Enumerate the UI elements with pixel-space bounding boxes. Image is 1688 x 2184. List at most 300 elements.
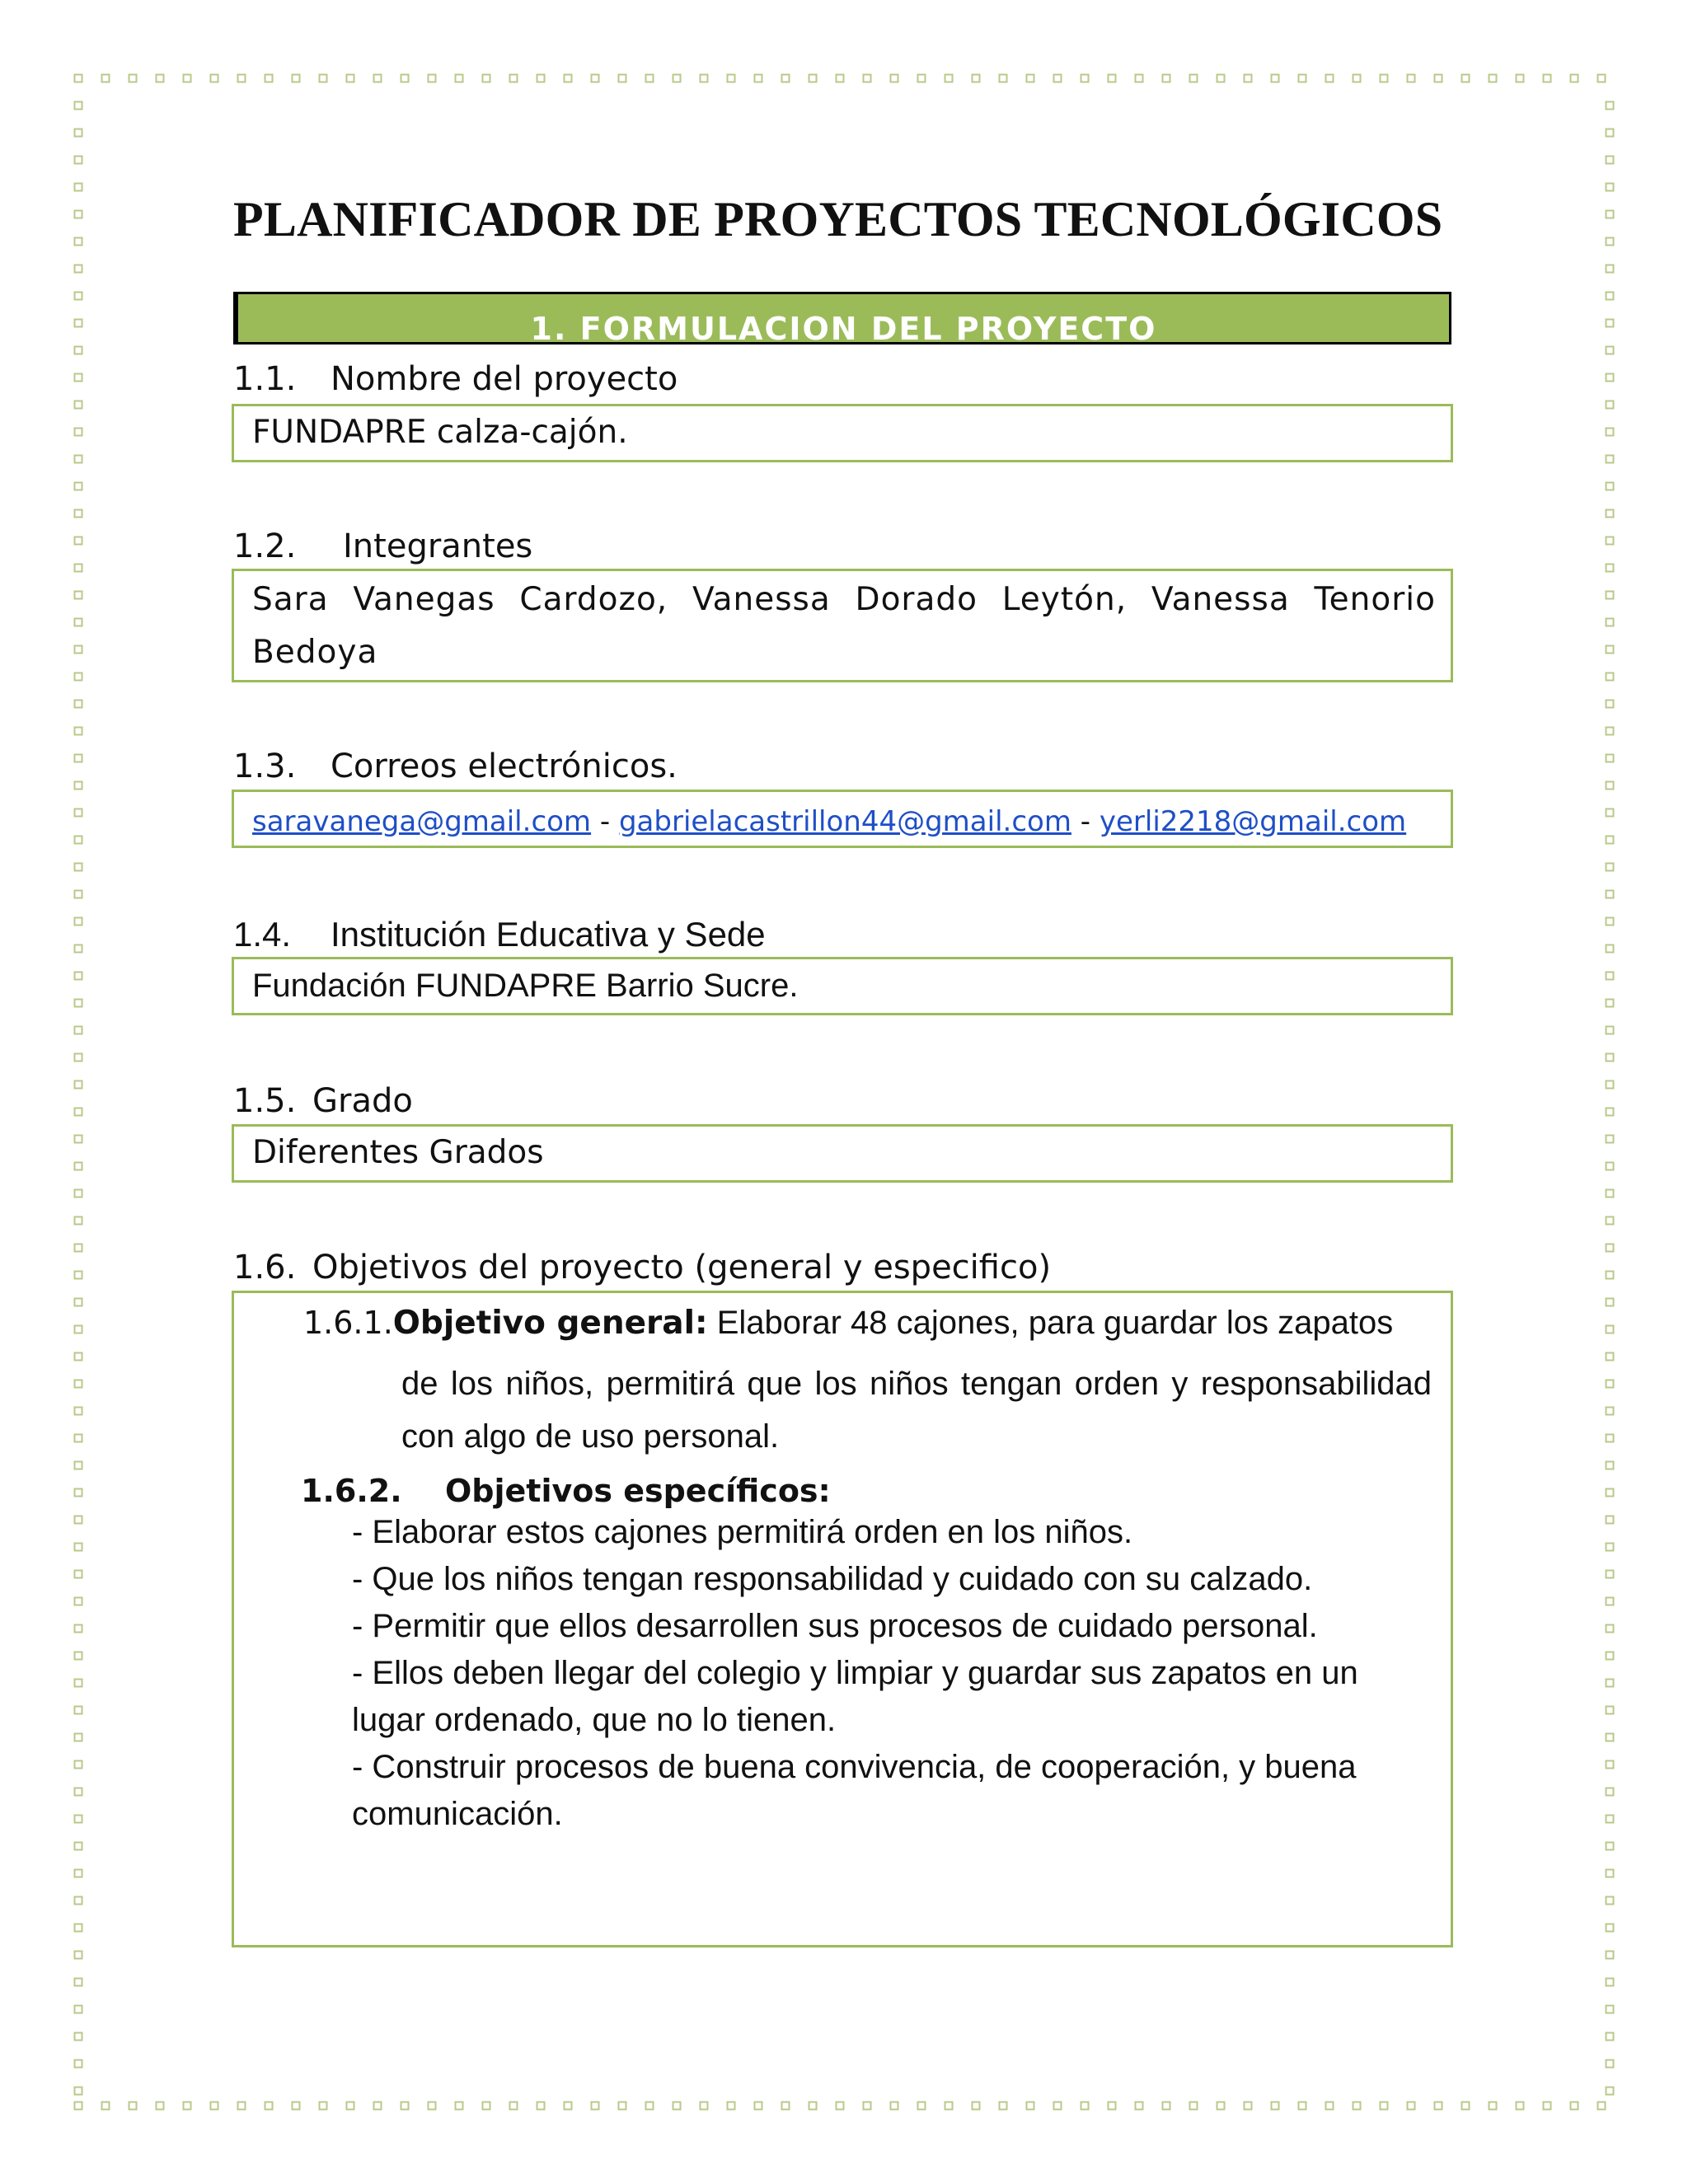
border-dot xyxy=(1606,2006,1614,2013)
border-dot xyxy=(1272,2102,1279,2110)
border-dot xyxy=(1606,1299,1614,1306)
members-value: Sara Vanegas Cardozo, Vanessa Dorado Leytón, Vanessa Tenorio Bedoya xyxy=(252,581,1436,671)
border-dot xyxy=(75,1380,82,1388)
border-dot xyxy=(1606,1326,1614,1333)
border-dot xyxy=(75,945,82,953)
border-dot xyxy=(75,1081,82,1089)
border-dot xyxy=(75,972,82,980)
border-dot xyxy=(619,2102,626,2110)
list-item: - Ellos deben llegar del colegio y limpiar y guardar sus zapatos en un lugar ordenado, que no lo tienen. xyxy=(352,1655,1358,1738)
border-dot xyxy=(1606,211,1614,218)
specific-objectives-heading-line xyxy=(301,1473,831,1509)
border-dot xyxy=(1606,510,1614,518)
border-dot xyxy=(1606,2033,1614,2041)
border-dot xyxy=(1606,1516,1614,1524)
border-dot xyxy=(184,2102,191,2110)
border-dot xyxy=(1606,347,1614,354)
border-dot xyxy=(1299,2102,1306,2110)
border-dot xyxy=(809,75,817,82)
border-dot xyxy=(1606,1244,1614,1252)
border-dot xyxy=(75,2033,82,2041)
border-dot xyxy=(891,2102,898,2110)
email-link-3[interactable]: yerli2218@gmail.com xyxy=(1099,805,1407,838)
border-dot xyxy=(1606,456,1614,463)
field-label-project-name: 1.1. Nombre del proyecto xyxy=(233,360,678,398)
border-dot xyxy=(1606,837,1614,844)
field-label-grade: 1.5. Grado xyxy=(233,1082,413,1120)
border-dot xyxy=(1544,2102,1551,2110)
border-dot xyxy=(75,1489,82,1497)
border-dot xyxy=(728,2102,735,2110)
general-objective-heading: Objetivo general: xyxy=(392,1305,708,1342)
email-link-1[interactable]: saravanega@gmail.com xyxy=(252,805,592,838)
border-dot xyxy=(565,2102,572,2110)
border-dot xyxy=(837,2102,844,2110)
border-dot xyxy=(1606,429,1614,436)
border-dot xyxy=(75,1244,82,1252)
border-dot xyxy=(864,75,871,82)
border-dot xyxy=(75,1108,82,1116)
border-dot xyxy=(129,75,137,82)
border-dot xyxy=(1571,75,1578,82)
border-dot xyxy=(347,2102,354,2110)
section-banner-label: 1. FORMULACION DEL PROYECTO xyxy=(530,311,1157,347)
border-dot xyxy=(75,184,82,191)
border-dot xyxy=(782,75,790,82)
border-dot xyxy=(75,1544,82,1551)
border-dot xyxy=(347,75,354,82)
border-dot xyxy=(456,2102,463,2110)
border-dot xyxy=(1606,2060,1614,2068)
border-dot xyxy=(1606,293,1614,300)
border-dot xyxy=(1606,1598,1614,1605)
border-dot xyxy=(1245,2102,1252,2110)
border-dot xyxy=(1606,809,1614,817)
border-dot xyxy=(537,2102,545,2110)
border-dot xyxy=(75,1000,82,1007)
border-dot xyxy=(75,1462,82,1469)
list-item: - Elaborar estos cajones permitirá orden en los niños. xyxy=(352,1514,1133,1550)
border-dot xyxy=(75,265,82,273)
border-dot xyxy=(1190,2102,1198,2110)
border-dot xyxy=(673,75,681,82)
general-objective-number: 1.6.1. xyxy=(303,1305,393,1341)
border-dot xyxy=(1517,75,1524,82)
border-dot xyxy=(728,75,735,82)
border-dot xyxy=(75,537,82,545)
border-dot xyxy=(1606,1816,1614,1823)
border-dot xyxy=(1606,782,1614,790)
list-item: - Construir procesos de buena convivencia, de cooperación, y buena comunicación. xyxy=(352,1749,1357,1832)
border-dot xyxy=(1027,75,1034,82)
border-dot xyxy=(211,2102,218,2110)
border-dot xyxy=(75,1707,82,1714)
border-dot xyxy=(1606,1788,1614,1796)
border-dot xyxy=(945,2102,953,2110)
border-dot xyxy=(401,75,409,82)
border-dot xyxy=(1435,75,1442,82)
general-objective-text-start: Elaborar 48 cajones, para guardar los zapatos xyxy=(716,1305,1394,1341)
border-dot xyxy=(1606,755,1614,762)
border-dot xyxy=(374,2102,382,2110)
email-separator: - xyxy=(599,805,611,838)
border-dot xyxy=(75,483,82,490)
border-dot xyxy=(75,2060,82,2068)
general-objective-text: de los niños, permitirá que los niños tengan orden y responsabilidad con algo de uso personal. xyxy=(401,1366,1432,1455)
border-dot xyxy=(1606,129,1614,137)
border-dot xyxy=(75,837,82,844)
border-dot xyxy=(75,293,82,300)
border-dot xyxy=(1606,1081,1614,1089)
specific-objectives-heading: Objetivos específicos: xyxy=(445,1473,831,1509)
border-dot xyxy=(75,1516,82,1524)
email-separator: - xyxy=(1080,805,1091,838)
border-dot xyxy=(673,2102,681,2110)
project-name-value: FUNDAPRE calza-cajón. xyxy=(252,414,628,451)
border-dot xyxy=(1606,1462,1614,1469)
border-dot xyxy=(75,701,82,708)
specific-objectives-list xyxy=(352,1509,1423,1838)
border-dot xyxy=(1163,75,1170,82)
border-dot xyxy=(75,1761,82,1769)
border-dot xyxy=(701,75,708,82)
border-dot xyxy=(1245,75,1252,82)
border-dot xyxy=(1606,1190,1614,1197)
border-dot xyxy=(1408,2102,1415,2110)
institution-value: Fundación FUNDAPRE Barrio Sucre. xyxy=(252,968,799,1004)
border-dot xyxy=(1606,864,1614,871)
institution-box xyxy=(232,957,1453,1015)
border-dot xyxy=(238,2102,246,2110)
border-dot xyxy=(1606,1952,1614,1959)
document-title: PLANIFICADOR DE PROYECTOS TECNOLÓGICOS xyxy=(233,192,1443,246)
border-dot xyxy=(1606,1272,1614,1279)
border-dot xyxy=(293,2102,300,2110)
border-dot xyxy=(184,75,191,82)
border-dot xyxy=(1326,75,1334,82)
border-dot xyxy=(1606,701,1614,708)
border-dot xyxy=(1606,1734,1614,1741)
border-dot xyxy=(129,2102,137,2110)
border-dot xyxy=(1381,75,1388,82)
border-dot xyxy=(238,75,246,82)
border-dot xyxy=(75,75,82,82)
border-dot xyxy=(1136,2102,1143,2110)
border-dot xyxy=(75,1435,82,1442)
border-dot xyxy=(1000,75,1007,82)
border-dot xyxy=(75,1952,82,1959)
border-dot xyxy=(75,1897,82,1905)
border-dot xyxy=(1136,75,1143,82)
border-dot xyxy=(75,1652,82,1660)
border-dot xyxy=(75,1734,82,1741)
border-dot xyxy=(75,1326,82,1333)
border-dot xyxy=(1606,1136,1614,1143)
general-objective-first-line xyxy=(303,1305,1393,1342)
border-dot xyxy=(1081,75,1089,82)
border-dot xyxy=(1606,2088,1614,2095)
border-dot xyxy=(1606,401,1614,409)
border-dot xyxy=(75,728,82,735)
border-dot xyxy=(1606,1408,1614,1415)
border-dot xyxy=(945,75,953,82)
border-dot xyxy=(1606,1027,1614,1034)
border-dot xyxy=(1598,2102,1606,2110)
field-label-members: 1.2. Integrantes xyxy=(233,527,533,565)
border-dot xyxy=(537,75,545,82)
border-dot xyxy=(809,2102,817,2110)
list-item: - Permitir que ellos desarrollen sus procesos de cuidado personal. xyxy=(352,1608,1318,1644)
border-dot xyxy=(75,809,82,817)
border-dot xyxy=(265,2102,273,2110)
border-dot xyxy=(1109,75,1116,82)
border-dot xyxy=(1326,2102,1334,2110)
border-dot xyxy=(1606,1353,1614,1361)
border-dot xyxy=(973,2102,980,2110)
border-dot xyxy=(483,75,490,82)
field-label-objectives: 1.6. Objetivos del proyecto (general y especifico) xyxy=(233,1249,1052,1286)
border-dot xyxy=(1054,75,1062,82)
border-dot xyxy=(646,2102,654,2110)
border-dot xyxy=(782,2102,790,2110)
border-dot xyxy=(1606,1163,1614,1170)
border-dot xyxy=(75,211,82,218)
border-dot xyxy=(1606,1544,1614,1551)
border-dot xyxy=(75,918,82,926)
border-dot xyxy=(75,1870,82,1877)
emails-box xyxy=(232,790,1453,848)
border-dot xyxy=(320,2102,327,2110)
border-dot xyxy=(211,75,218,82)
border-dot xyxy=(75,2006,82,2013)
border-dot xyxy=(75,238,82,246)
border-dot xyxy=(1272,75,1279,82)
border-dot xyxy=(1462,75,1470,82)
border-dot xyxy=(374,75,382,82)
border-dot xyxy=(1606,1217,1614,1225)
border-dot xyxy=(1109,2102,1116,2110)
border-dot xyxy=(891,75,898,82)
border-dot xyxy=(1606,1380,1614,1388)
border-dot xyxy=(864,2102,871,2110)
border-dot xyxy=(755,75,762,82)
grade-box xyxy=(232,1124,1453,1183)
border-dot xyxy=(75,1163,82,1170)
border-dot xyxy=(320,75,327,82)
border-dot xyxy=(1606,1897,1614,1905)
border-dot xyxy=(1435,2102,1442,2110)
border-dot xyxy=(75,864,82,871)
border-dot xyxy=(1353,2102,1361,2110)
border-dot xyxy=(75,1788,82,1796)
border-dot xyxy=(1571,2102,1578,2110)
border-dot xyxy=(75,347,82,354)
border-dot xyxy=(75,1353,82,1361)
border-dot xyxy=(75,1217,82,1225)
border-dot xyxy=(75,1299,82,1306)
border-dot xyxy=(75,592,82,599)
border-dot xyxy=(1408,75,1415,82)
border-dot xyxy=(75,1843,82,1850)
border-dot xyxy=(1000,2102,1007,2110)
border-dot xyxy=(75,1272,82,1279)
project-name-box xyxy=(232,404,1453,462)
border-dot xyxy=(102,75,110,82)
border-dot xyxy=(1606,673,1614,681)
border-dot xyxy=(646,75,654,82)
border-dot xyxy=(1544,75,1551,82)
border-dot xyxy=(1606,265,1614,273)
border-dot xyxy=(1054,2102,1062,2110)
border-dot xyxy=(75,1054,82,1062)
border-dot xyxy=(1606,592,1614,599)
border-dot xyxy=(1606,1680,1614,1687)
border-dot xyxy=(1606,891,1614,898)
border-dot xyxy=(918,2102,926,2110)
border-dot xyxy=(1606,1571,1614,1578)
border-dot xyxy=(75,1816,82,1823)
border-dot xyxy=(429,75,436,82)
border-dot xyxy=(75,1680,82,1687)
border-dot xyxy=(1606,646,1614,654)
border-dot xyxy=(619,75,626,82)
border-dot xyxy=(75,2102,82,2110)
border-dot xyxy=(75,157,82,164)
border-dot xyxy=(75,1408,82,1415)
emails-line xyxy=(252,792,1436,846)
border-dot xyxy=(701,2102,708,2110)
border-dot xyxy=(1606,157,1614,164)
field-label-institution: 1.4. Institución Educativa y Sede xyxy=(233,915,766,954)
border-dot xyxy=(1606,102,1614,110)
border-dot xyxy=(456,75,463,82)
border-dot xyxy=(837,75,844,82)
border-dot xyxy=(1606,1870,1614,1877)
border-dot xyxy=(510,75,518,82)
border-dot xyxy=(1598,75,1606,82)
border-dot xyxy=(75,429,82,436)
border-dot xyxy=(401,2102,409,2110)
border-dot xyxy=(1606,238,1614,246)
border-dot xyxy=(1606,374,1614,382)
border-dot xyxy=(973,75,980,82)
list-item: - Que los niños tengan responsabilidad y cuidado con su calzado. xyxy=(352,1561,1313,1597)
field-label-emails: 1.3. Correos electrónicos. xyxy=(233,748,678,785)
border-dot xyxy=(1606,1054,1614,1062)
border-dot xyxy=(102,2102,110,2110)
email-link-2[interactable]: gabrielacastrillon44@gmail.com xyxy=(618,805,1071,838)
border-dot xyxy=(1462,2102,1470,2110)
border-dot xyxy=(1381,2102,1388,2110)
border-dot xyxy=(75,673,82,681)
border-dot xyxy=(1606,1435,1614,1442)
border-dot xyxy=(1217,75,1225,82)
border-dot xyxy=(1606,1000,1614,1007)
border-dot xyxy=(75,782,82,790)
border-dot xyxy=(1606,1924,1614,1932)
border-dot xyxy=(157,75,164,82)
border-dot xyxy=(75,755,82,762)
border-dot xyxy=(1606,483,1614,490)
border-dot xyxy=(1606,972,1614,980)
border-dot xyxy=(1489,75,1497,82)
border-dot xyxy=(75,1571,82,1578)
border-dot xyxy=(1606,918,1614,926)
border-dot xyxy=(592,2102,599,2110)
border-dot xyxy=(1606,1843,1614,1850)
objectives-box xyxy=(232,1291,1453,1947)
border-dot xyxy=(1606,1625,1614,1633)
border-dot xyxy=(75,646,82,654)
border-dot xyxy=(1190,75,1198,82)
members-box xyxy=(232,569,1453,682)
border-dot xyxy=(75,510,82,518)
border-dot xyxy=(75,619,82,626)
specific-objectives-number: 1.6.2. xyxy=(301,1473,402,1509)
border-dot xyxy=(75,891,82,898)
border-dot xyxy=(1606,1979,1614,1986)
border-dot xyxy=(75,1924,82,1932)
section-banner xyxy=(233,292,1451,347)
border-dot xyxy=(1353,75,1361,82)
border-dot xyxy=(1606,1108,1614,1116)
border-dot xyxy=(75,1979,82,1986)
border-dot xyxy=(75,401,82,409)
border-dot xyxy=(75,456,82,463)
border-dot xyxy=(1081,2102,1089,2110)
border-dot xyxy=(1606,1489,1614,1497)
border-dot xyxy=(75,1190,82,1197)
border-dot xyxy=(755,2102,762,2110)
border-dot xyxy=(1606,1707,1614,1714)
border-dot xyxy=(1027,2102,1034,2110)
border-dot xyxy=(483,2102,490,2110)
border-dot xyxy=(75,1027,82,1034)
border-dot xyxy=(75,374,82,382)
border-dot xyxy=(918,75,926,82)
border-dot xyxy=(1517,2102,1524,2110)
border-dot xyxy=(75,129,82,137)
border-dot xyxy=(1606,619,1614,626)
border-dot xyxy=(1606,1652,1614,1660)
border-dot xyxy=(157,2102,164,2110)
border-dot xyxy=(75,1598,82,1605)
border-dot xyxy=(75,2088,82,2095)
border-dot xyxy=(1217,2102,1225,2110)
border-dot xyxy=(1489,2102,1497,2110)
border-dot xyxy=(75,1136,82,1143)
border-dot xyxy=(429,2102,436,2110)
border-dot xyxy=(1163,2102,1170,2110)
border-dot xyxy=(75,565,82,572)
border-dot xyxy=(1606,184,1614,191)
border-dot xyxy=(1606,728,1614,735)
border-dot xyxy=(265,75,273,82)
border-dot xyxy=(75,320,82,327)
border-dot xyxy=(1606,320,1614,327)
border-dot xyxy=(1606,537,1614,545)
border-dot xyxy=(510,2102,518,2110)
border-dot xyxy=(1299,75,1306,82)
border-dot xyxy=(592,75,599,82)
border-dot xyxy=(293,75,300,82)
grade-value: Diferentes Grados xyxy=(252,1134,544,1171)
border-dot xyxy=(75,102,82,110)
border-dot xyxy=(1606,945,1614,953)
border-dot xyxy=(565,75,572,82)
border-dot xyxy=(1606,565,1614,572)
border-dot xyxy=(1606,1761,1614,1769)
